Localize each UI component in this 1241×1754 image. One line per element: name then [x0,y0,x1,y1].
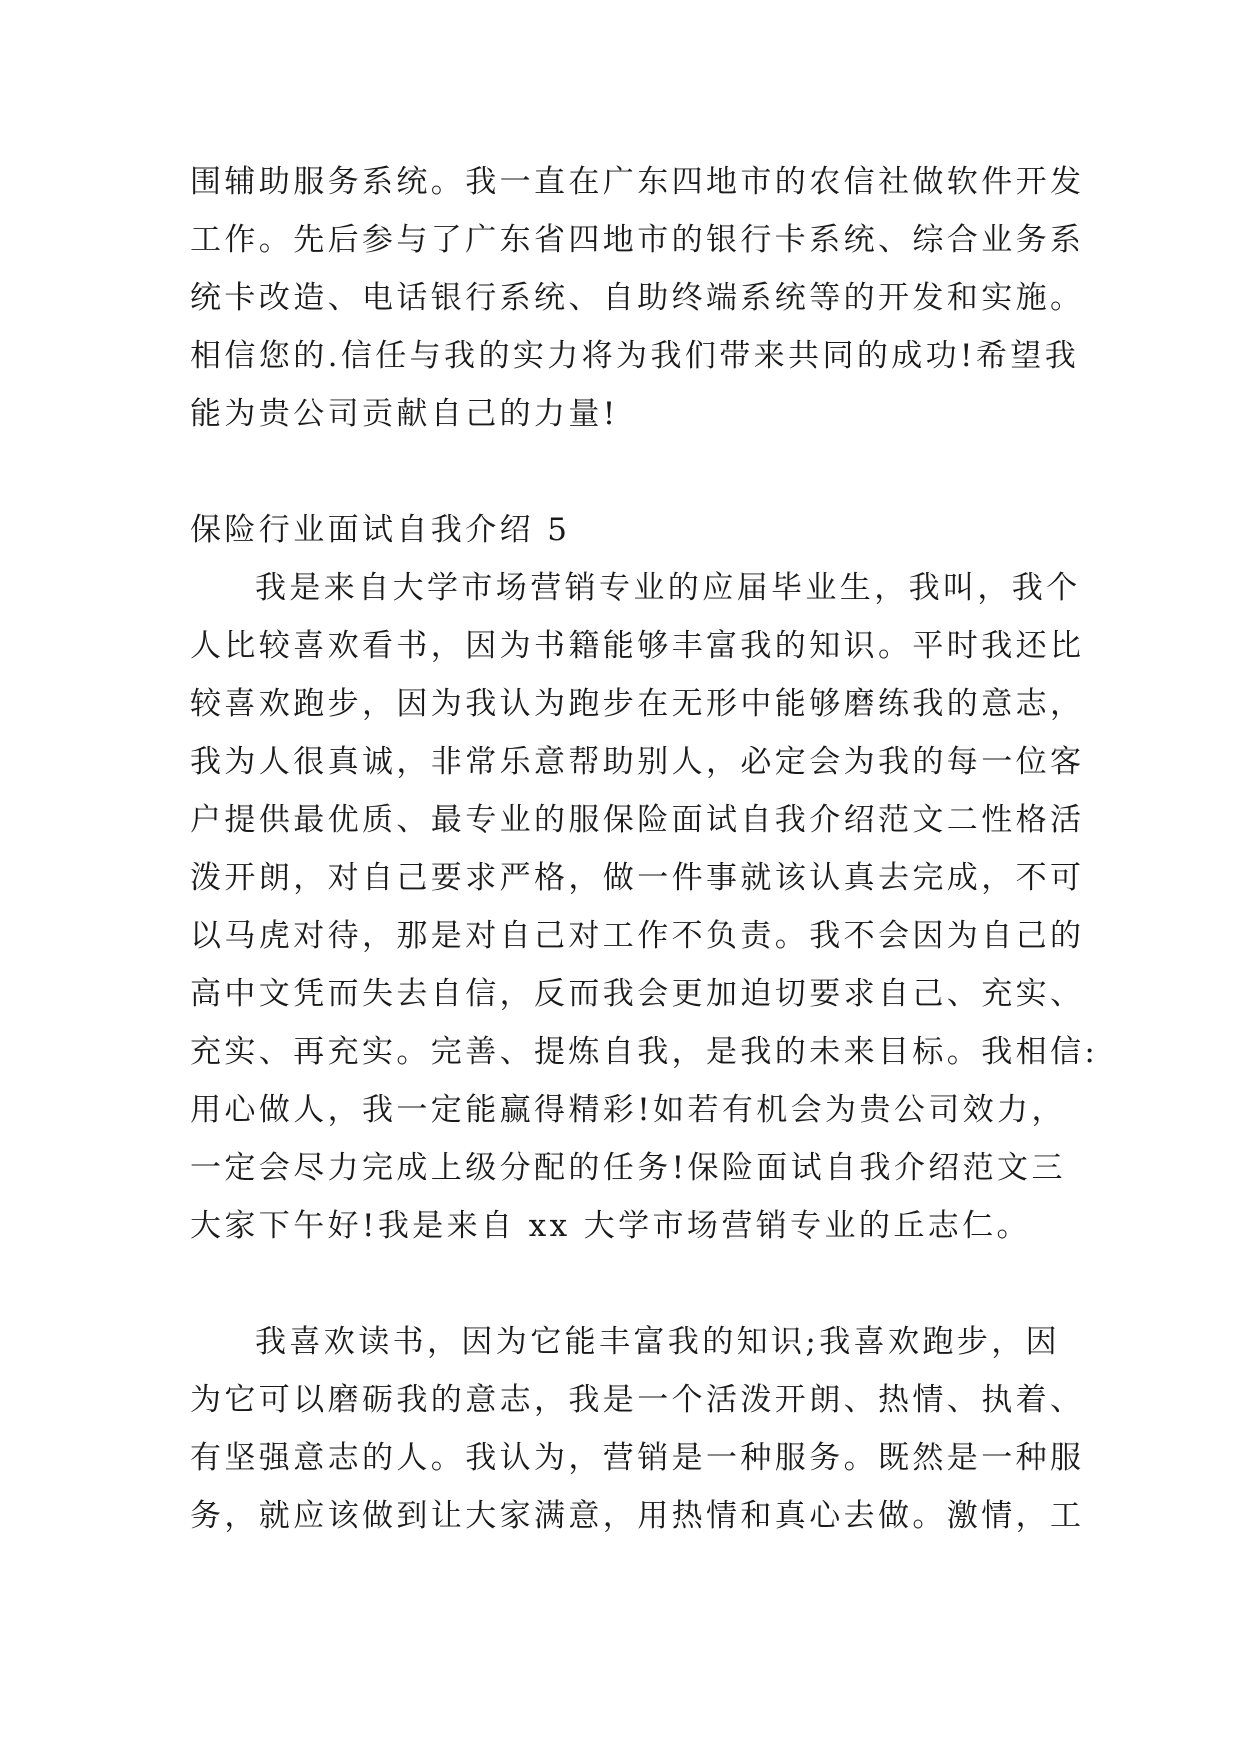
paragraph-line: 较喜欢跑步，因为我认为跑步在无形中能够磨练我的意志， [190,686,1085,722]
paragraph-line: 充实、再充实。完善、提炼自我，是我的未来目标。我相信: [190,1034,1099,1070]
paragraph-line: 户提供最优质、最专业的服保险面试自我介绍范文二性格活 [190,802,1085,838]
paragraph-line: 大家下午好!我是来自 xx 大学市场营销专业的丘志仁。 [190,1208,1031,1244]
paragraph-line: 能为贵公司贡献自己的力量! [190,396,619,432]
paragraph-line: 人比较喜欢看书，因为书籍能够丰富我的知识。平时我还比 [190,628,1085,664]
section-title: 保险行业面试自我介绍 5 [190,512,571,548]
paragraph-line: 我喜欢读书，因为它能丰富我的知识;我喜欢跑步，因 [255,1324,1061,1360]
paragraph-line: 相信您的.信任与我的实力将为我们带来共同的成功!希望我 [190,338,1080,374]
paragraph-line: 我为人很真诚，非常乐意帮助别人，必定会为我的每一位客 [190,744,1085,780]
paragraph-line: 以马虎对待，那是对自己对工作不负责。我不会因为自己的 [190,918,1085,954]
paragraph-line: 统卡改造、电话银行系统、自助终端系统等的开发和实施。 [190,280,1085,316]
paragraph-line: 务，就应该做到让大家满意，用热情和真心去做。激情，工 [190,1498,1085,1534]
paragraph-line: 泼开朗，对自己要求严格，做一件事就该认真去完成，不可 [190,860,1085,896]
paragraph-line: 高中文凭而失去自信，反而我会更加迫切要求自己、充实、 [190,976,1085,1012]
paragraph-line: 围辅助服务系统。我一直在广东四地市的农信社做软件开发 [190,164,1085,200]
paragraph-line: 工作。先后参与了广东省四地市的银行卡系统、综合业务系 [190,222,1085,258]
paragraph-line: 有坚强意志的人。我认为，营销是一种服务。既然是一种服 [190,1440,1085,1476]
paragraph-line: 为它可以磨砺我的意志，我是一个活泼开朗、热情、执着、 [190,1382,1085,1418]
paragraph-line: 一定会尽力完成上级分配的任务!保险面试自我介绍范文三 [190,1150,1066,1186]
paragraph-line: 用心做人，我一定能赢得精彩!如若有机会为贵公司效力， [190,1092,1066,1128]
paragraph-line: 我是来自大学市场营销专业的应届毕业生，我叫，我个 [255,570,1081,606]
